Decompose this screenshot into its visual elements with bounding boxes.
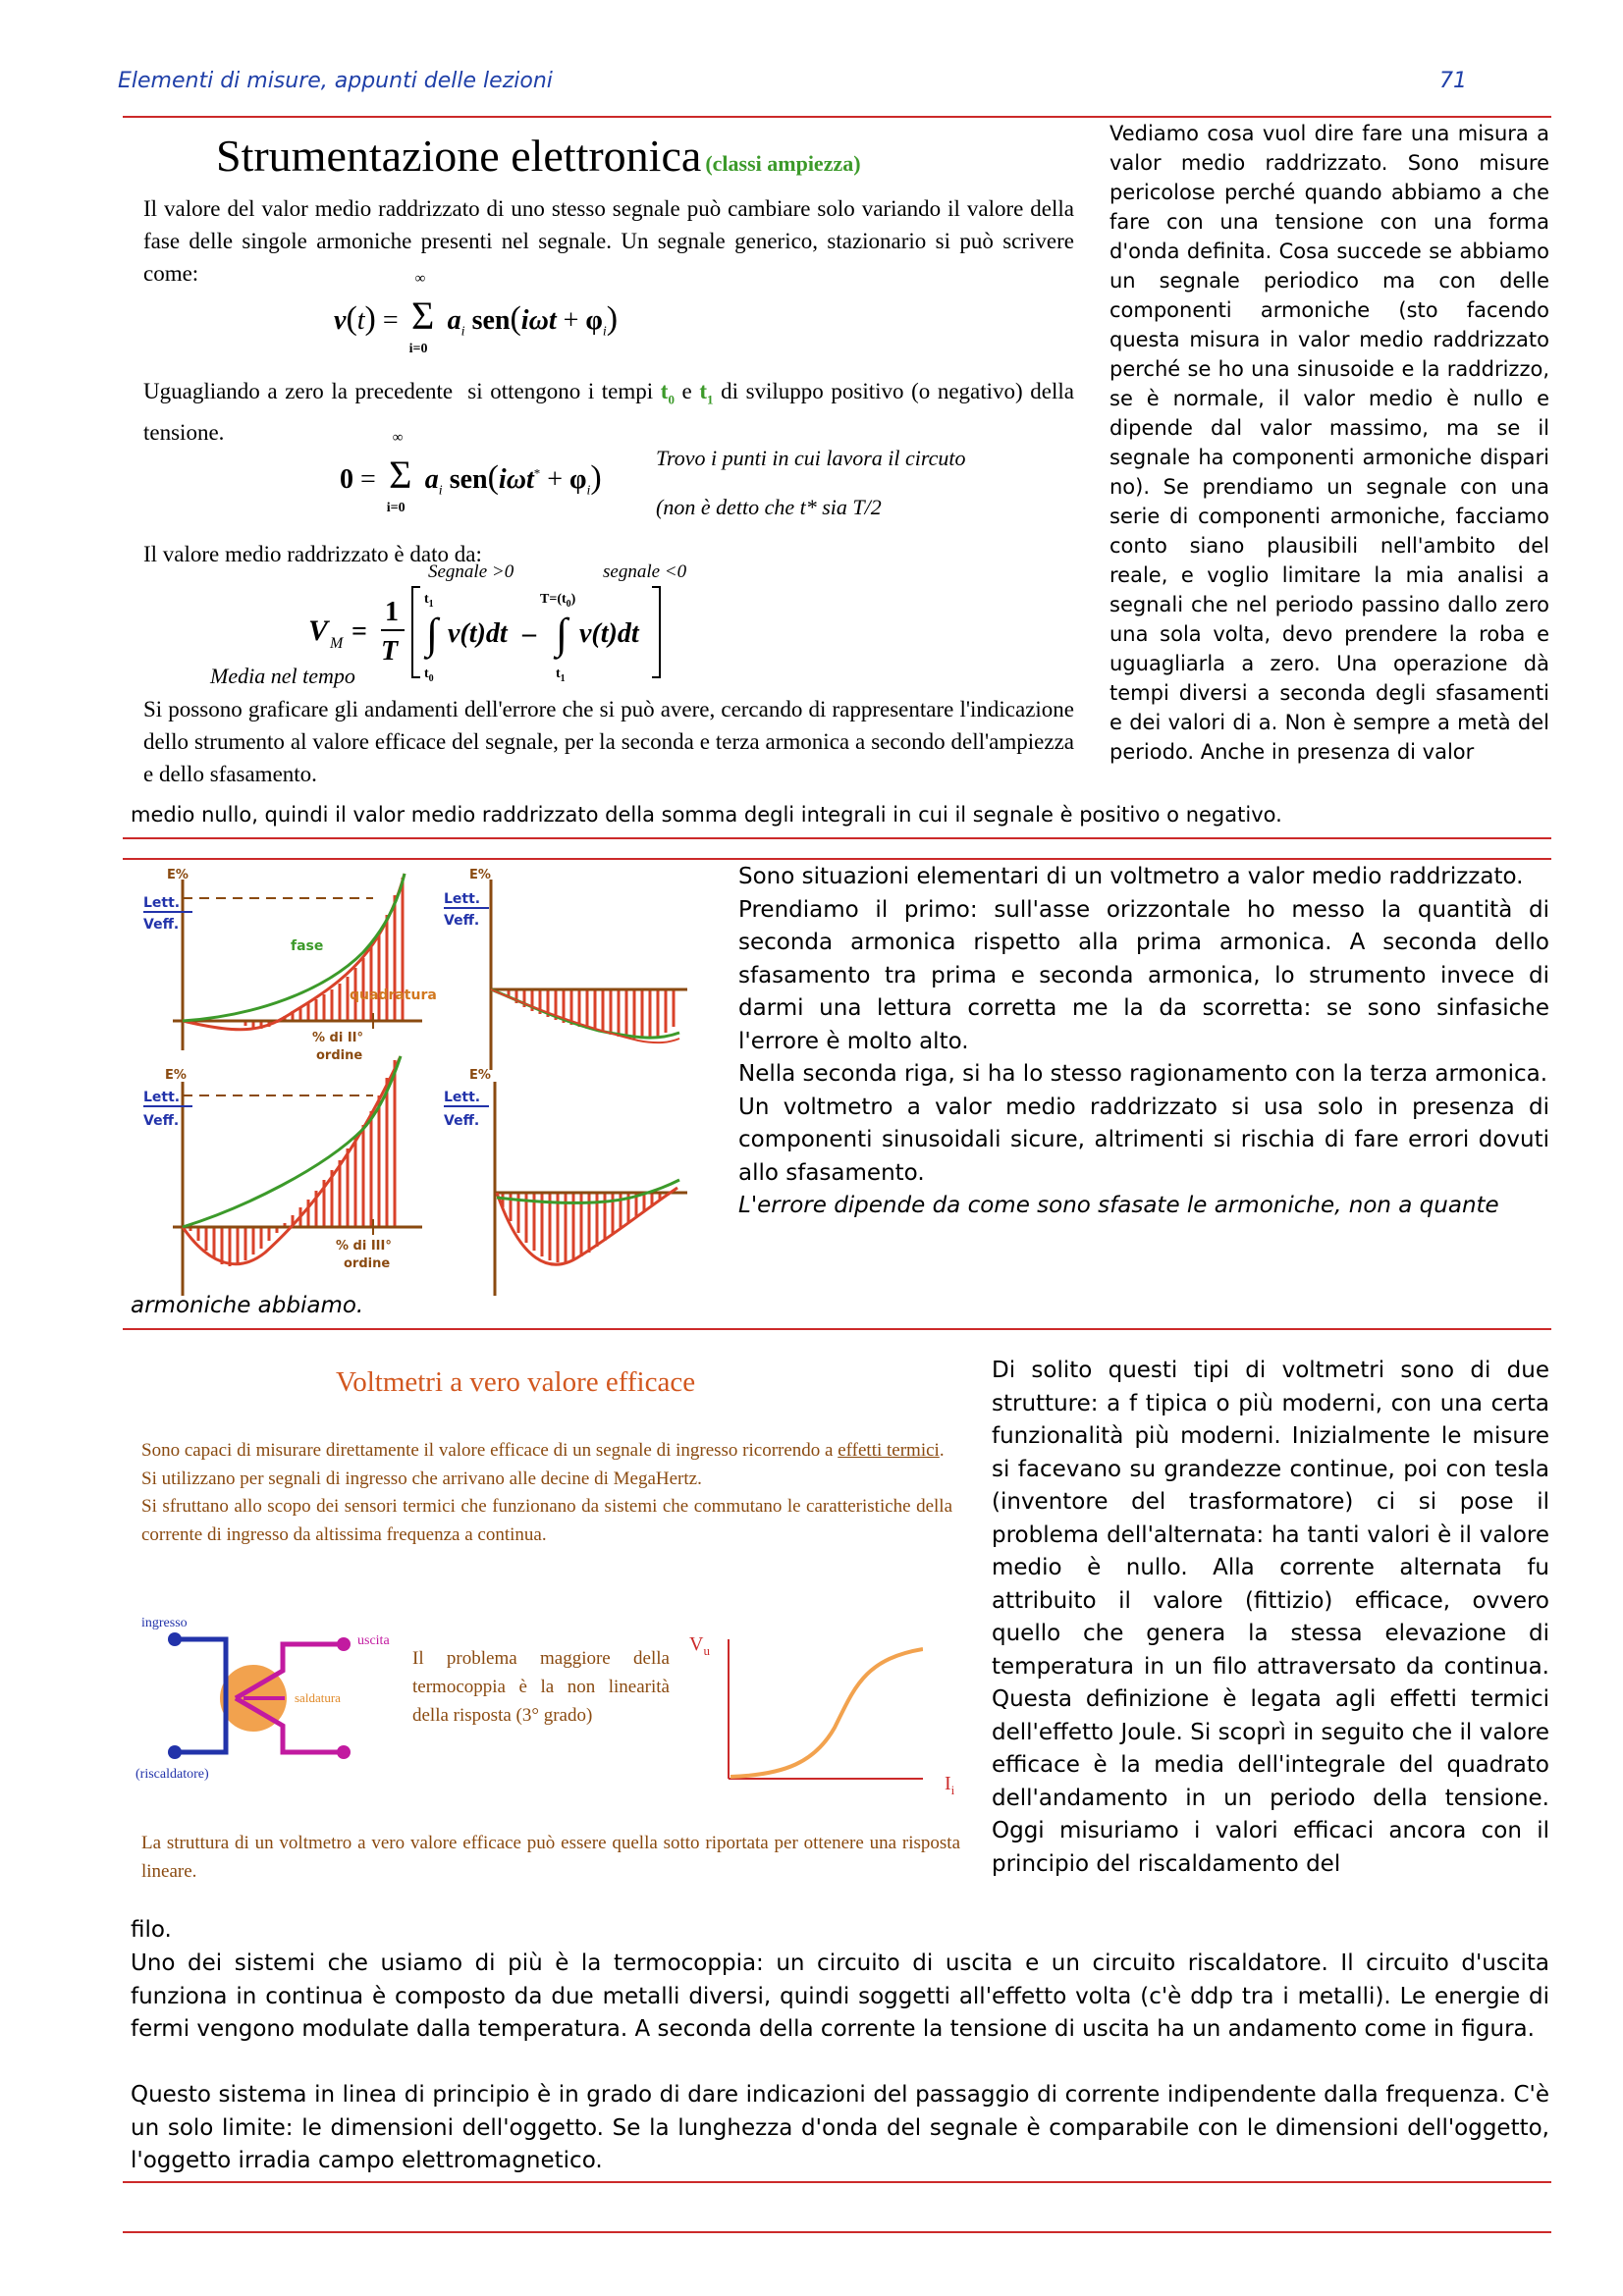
footer-rule — [123, 2231, 1551, 2233]
g1-lett: Lett. — [143, 895, 192, 913]
nonlinearity-note: Il problema maggiore della termocoppia è la non linearità della risposta (3° grado) — [412, 1648, 670, 1726]
label-ingresso: ingresso — [141, 1616, 188, 1630]
label-media: Media nel tempo — [210, 664, 355, 688]
formula-signal: v(t) = ∞ Σ i=0 $a_i$ $sen(i\omega t + \varphi_i)$ — [334, 271, 619, 356]
label-riscaldatore: (riscaldatore) — [135, 1767, 209, 1782]
frequency-paragraph: Questo sistema in linea di principio è in grado di dare indicazioni del passaggio di corrente indipendente dalla frequenza. C'è un solo limite: le dimensioni dell'oggetto. Se la lunghezza d'onda del segnale è comparabile con le dimensioni dell'oggetto, l'oggetto irradia campo elettromagnetico. — [131, 2082, 1549, 2173]
axis-vu-sub: u — [703, 1643, 710, 1658]
axis-vu — [689, 1633, 710, 1659]
svg-text:T: T — [381, 636, 399, 667]
g3-axis-a: % di III° — [336, 1239, 392, 1254]
axis-vu-main: V — [689, 1633, 704, 1655]
g1-e-label: E% — [167, 868, 189, 882]
svg-text:v(t)dt: v(t)dt — [448, 618, 508, 649]
g3-e-label: E% — [165, 1068, 187, 1083]
formula-note-1: Trovo i punti in cui lavora il circuto — [656, 446, 966, 470]
g2-e-label: E% — [469, 868, 491, 882]
svg-text:T=(t0): $T=(t_0)$ — [540, 592, 576, 610]
side-note-1: Vediamo cosa vuol dire fare una misura a valor medio raddrizzato. Sono misure pericolose perché quando abbiamo a che fare con una tensione con una forma d'onda definita. Cosa succede se abbiamo un segnale periodico ma con delle componenti armoniche (sto facendo questa misura in valor medio raddrizzato perché se ho una sinusoide e la raddrizzo, se è normale, il valor medio è nullo e dipende dal valor massimo, ma se il segnale ha componenti armoniche dispari no). Se prendiamo un segnale con una serie di componenti armoniche, facciamo conto siano plausibili nell'ambito del reale, e voglio limitare la mia analisi a segnali che nel periodo passino dallo zero una sola volta, devo prendere la roba e uguagliarla a zero. Una operazione dà tempi diversi a seconda degli sfasamenti e dei valori di a. Non è sempre a metà del periodo. Anche in presenza di valor — [1109, 122, 1549, 764]
rms-title: Voltmetri a vero valore efficace — [336, 1366, 696, 1398]
axis-ii-main: I — [945, 1773, 951, 1794]
g4-lett: Lett. — [444, 1090, 489, 1107]
g1-axis-a: % di II° — [312, 1031, 364, 1045]
axis-ii — [945, 1773, 954, 1798]
svg-text:t1: $t_1$ — [424, 592, 434, 610]
axis-ii-sub: i — [950, 1783, 955, 1797]
graph-para-4: Un voltmetro a valor medio raddrizzato si usa solo in presenza di componenti sinusoidali sicure, altrimenti si rischia di fare errori dovuti allo sfasamento. — [738, 1094, 1549, 1186]
g3-veff: Veff. — [143, 1113, 180, 1129]
graph-para-3: Nella seconda riga, si ha lo stesso ragionamento con la terza armonica. — [738, 1061, 1548, 1087]
title-sub: (classi ampiezza) — [705, 151, 861, 176]
rms-side-note-tail: filo. — [131, 1917, 172, 1943]
effetti-termici-link[interactable]: effetti termici — [838, 1440, 940, 1461]
label-uscita: uscita — [357, 1633, 390, 1648]
g3-axis-b: ordine — [344, 1256, 391, 1271]
graph-para-2: Prendiamo il primo: sull'asse orizzontale ho messo la quantità di seconda armonica rispetto alla prima armonica. A seconda dello sfasamento tra prima e seconda armonica, lo strumento invece di darmi una lettura corretta me la da scorretta: se sono sinfasiche l'errore è molto alto. — [738, 896, 1549, 1054]
svg-text:t0: $t_0$ — [424, 667, 434, 684]
formula-zero: 0 = ∞ Σ i=0 $a_i$ $sen(i\omega t^* + \varphi_i)$ — [340, 430, 602, 515]
rms-side-note: Di solito questi tipi di voltmetri sono di due strutture: a f tipica o più moderni, con una certa funzionalità più moderni. Inizialmente le misure si facevano su grandezze continue, poi con tesla (inventore del trasformatore) ci si pose il problema dell'alternata: ha tanti valori è il valore medio è nullo. Alla corrente alternata fu attribuito il valore (fittizio) efficace, ovvero quello che genera la stessa elevazione di temperatura in un filo attraversato da continua. Questa definizione è legata agli effetti termici dell'effetto Joule. Si scoprì in seguito che il valore efficace è la media dell'integrale del quadrato dell'andamento in un periodo della tensione. Oggi misuriamo i valori efficaci ancora con il principio del riscaldamento del — [992, 1358, 1549, 1877]
page-number: 71 — [1439, 69, 1467, 93]
rms-desc-2: Si utilizzano per segnali di ingresso che arrivano alle decine di MegaHertz. — [141, 1468, 702, 1489]
label-negative: segnale <0 — [603, 561, 687, 582]
g1-fase: fase — [291, 938, 324, 954]
graph-third-harmonic-negative — [495, 1082, 687, 1296]
intro-paragraph: Il valore del valor medio raddrizzato di uno stesso segnale può cambiare solo variando il valore della fase delle singole armoniche presenti nel segnale. Un segnale generico, stazionario si può scrivere come: — [143, 196, 1074, 286]
svg-text:V: V — [308, 614, 329, 647]
g4-veff: Veff. — [444, 1113, 480, 1129]
svg-text:∫: ∫ — [556, 610, 568, 658]
formula-note-2: (non è detto che t* sia T/2 — [656, 495, 882, 519]
svg-text:=: = — [352, 616, 367, 647]
graph-second-harmonic-positive — [173, 874, 422, 1050]
graph-second-harmonic-negative — [491, 880, 687, 1070]
graph-italic-tail: armoniche abbiamo. — [131, 1293, 364, 1318]
svg-text:t1: $t_1$ — [556, 667, 566, 684]
g2-lett: Lett. — [444, 891, 489, 909]
rms-description — [141, 1437, 952, 1549]
section-rule-2 — [123, 858, 1551, 860]
header-title: Elementi di misure, appunti delle lezioni — [118, 69, 553, 93]
section-rule-4 — [123, 2181, 1551, 2183]
rms-desc-1b: . — [939, 1440, 945, 1461]
section-rule-1 — [123, 837, 1551, 839]
svg-text:M: M — [330, 635, 344, 652]
svg-text:–: – — [522, 618, 536, 649]
g1-axis-b: ordine — [316, 1048, 363, 1063]
g2-veff: Veff. — [444, 913, 480, 929]
mean-intro: Il valore medio raddrizzato è dato da: — [143, 542, 482, 566]
title-main: Strumentazione elettronica — [216, 131, 702, 181]
graph-para-1: Sono situazioni elementari di un voltmetro a valor medio raddrizzato. — [738, 864, 1524, 889]
svg-text:1: 1 — [385, 597, 399, 627]
label-saldatura: saldatura — [295, 1690, 341, 1705]
linear-structure-note: La struttura di un voltmetro a vero valore efficace può essere quella sotto riportata per ottenere una risposta lineare. — [141, 1833, 960, 1882]
rms-desc-1a: Sono capaci di misurare direttamente il valore efficace di un segnale di ingresso ricorrendo a — [141, 1440, 839, 1461]
zero-paragraph: Uguagliando a zero la precedente si ottengono i tempi $t_0$ e $t_1$ di sviluppo positivo (o negativo) della tensione. — [143, 379, 1074, 445]
g1-veff: Veff. — [143, 917, 180, 933]
svg-text:v(t)dt: v(t)dt — [579, 618, 639, 649]
g1-quadratura: quadratura — [350, 988, 437, 1003]
header-rule — [123, 116, 1551, 118]
graph-italic-line: L'errore dipende da come sono sfasate le armoniche, non a quante — [738, 1193, 1499, 1218]
section-title — [216, 130, 861, 182]
thermocouple-paragraph: Uno dei sistemi che usiamo di più è la termocoppia: un circuito di uscita e un circuito riscaldatore. Il circuito d'uscita funziona in continua è composto da due metalli diversi, quindi soggetti all'effetto volta (c'è ddp tra i metalli). Le energie di fermi vengono modulate dalla temperatura. A seconda della corrente la tensione di uscita ha un andamento come in figura. — [131, 1950, 1549, 2042]
g4-e-label: E% — [469, 1068, 491, 1083]
label-positive: Segnale >0 — [428, 561, 514, 582]
graph-intro-paragraph: Si possono graficare gli andamenti dell'errore che si può avere, cercando di rappresentare l'indicazione dello strumento al valore efficace del segnale, per la seconda e terza armonica a secondo dell'ampiezza e dello sfasamento. — [143, 697, 1074, 786]
rms-desc-3: Si sfruttano allo scopo dei sensori termici che funzionano da sistemi che commutano le caratteristiche della corrente di ingresso da altissima frequenza a continua. — [141, 1496, 952, 1545]
error-graphs — [128, 864, 697, 1306]
svg-text:∫: ∫ — [426, 610, 439, 658]
side-note-1-tail: medio nullo, quindi il valor medio raddrizzato della somma degli integrali in cui il segnale è positivo o negativo. — [131, 803, 1282, 827]
graph-explanation — [738, 861, 1549, 1223]
g3-lett: Lett. — [143, 1090, 192, 1107]
section-rule-3 — [123, 1328, 1551, 1330]
